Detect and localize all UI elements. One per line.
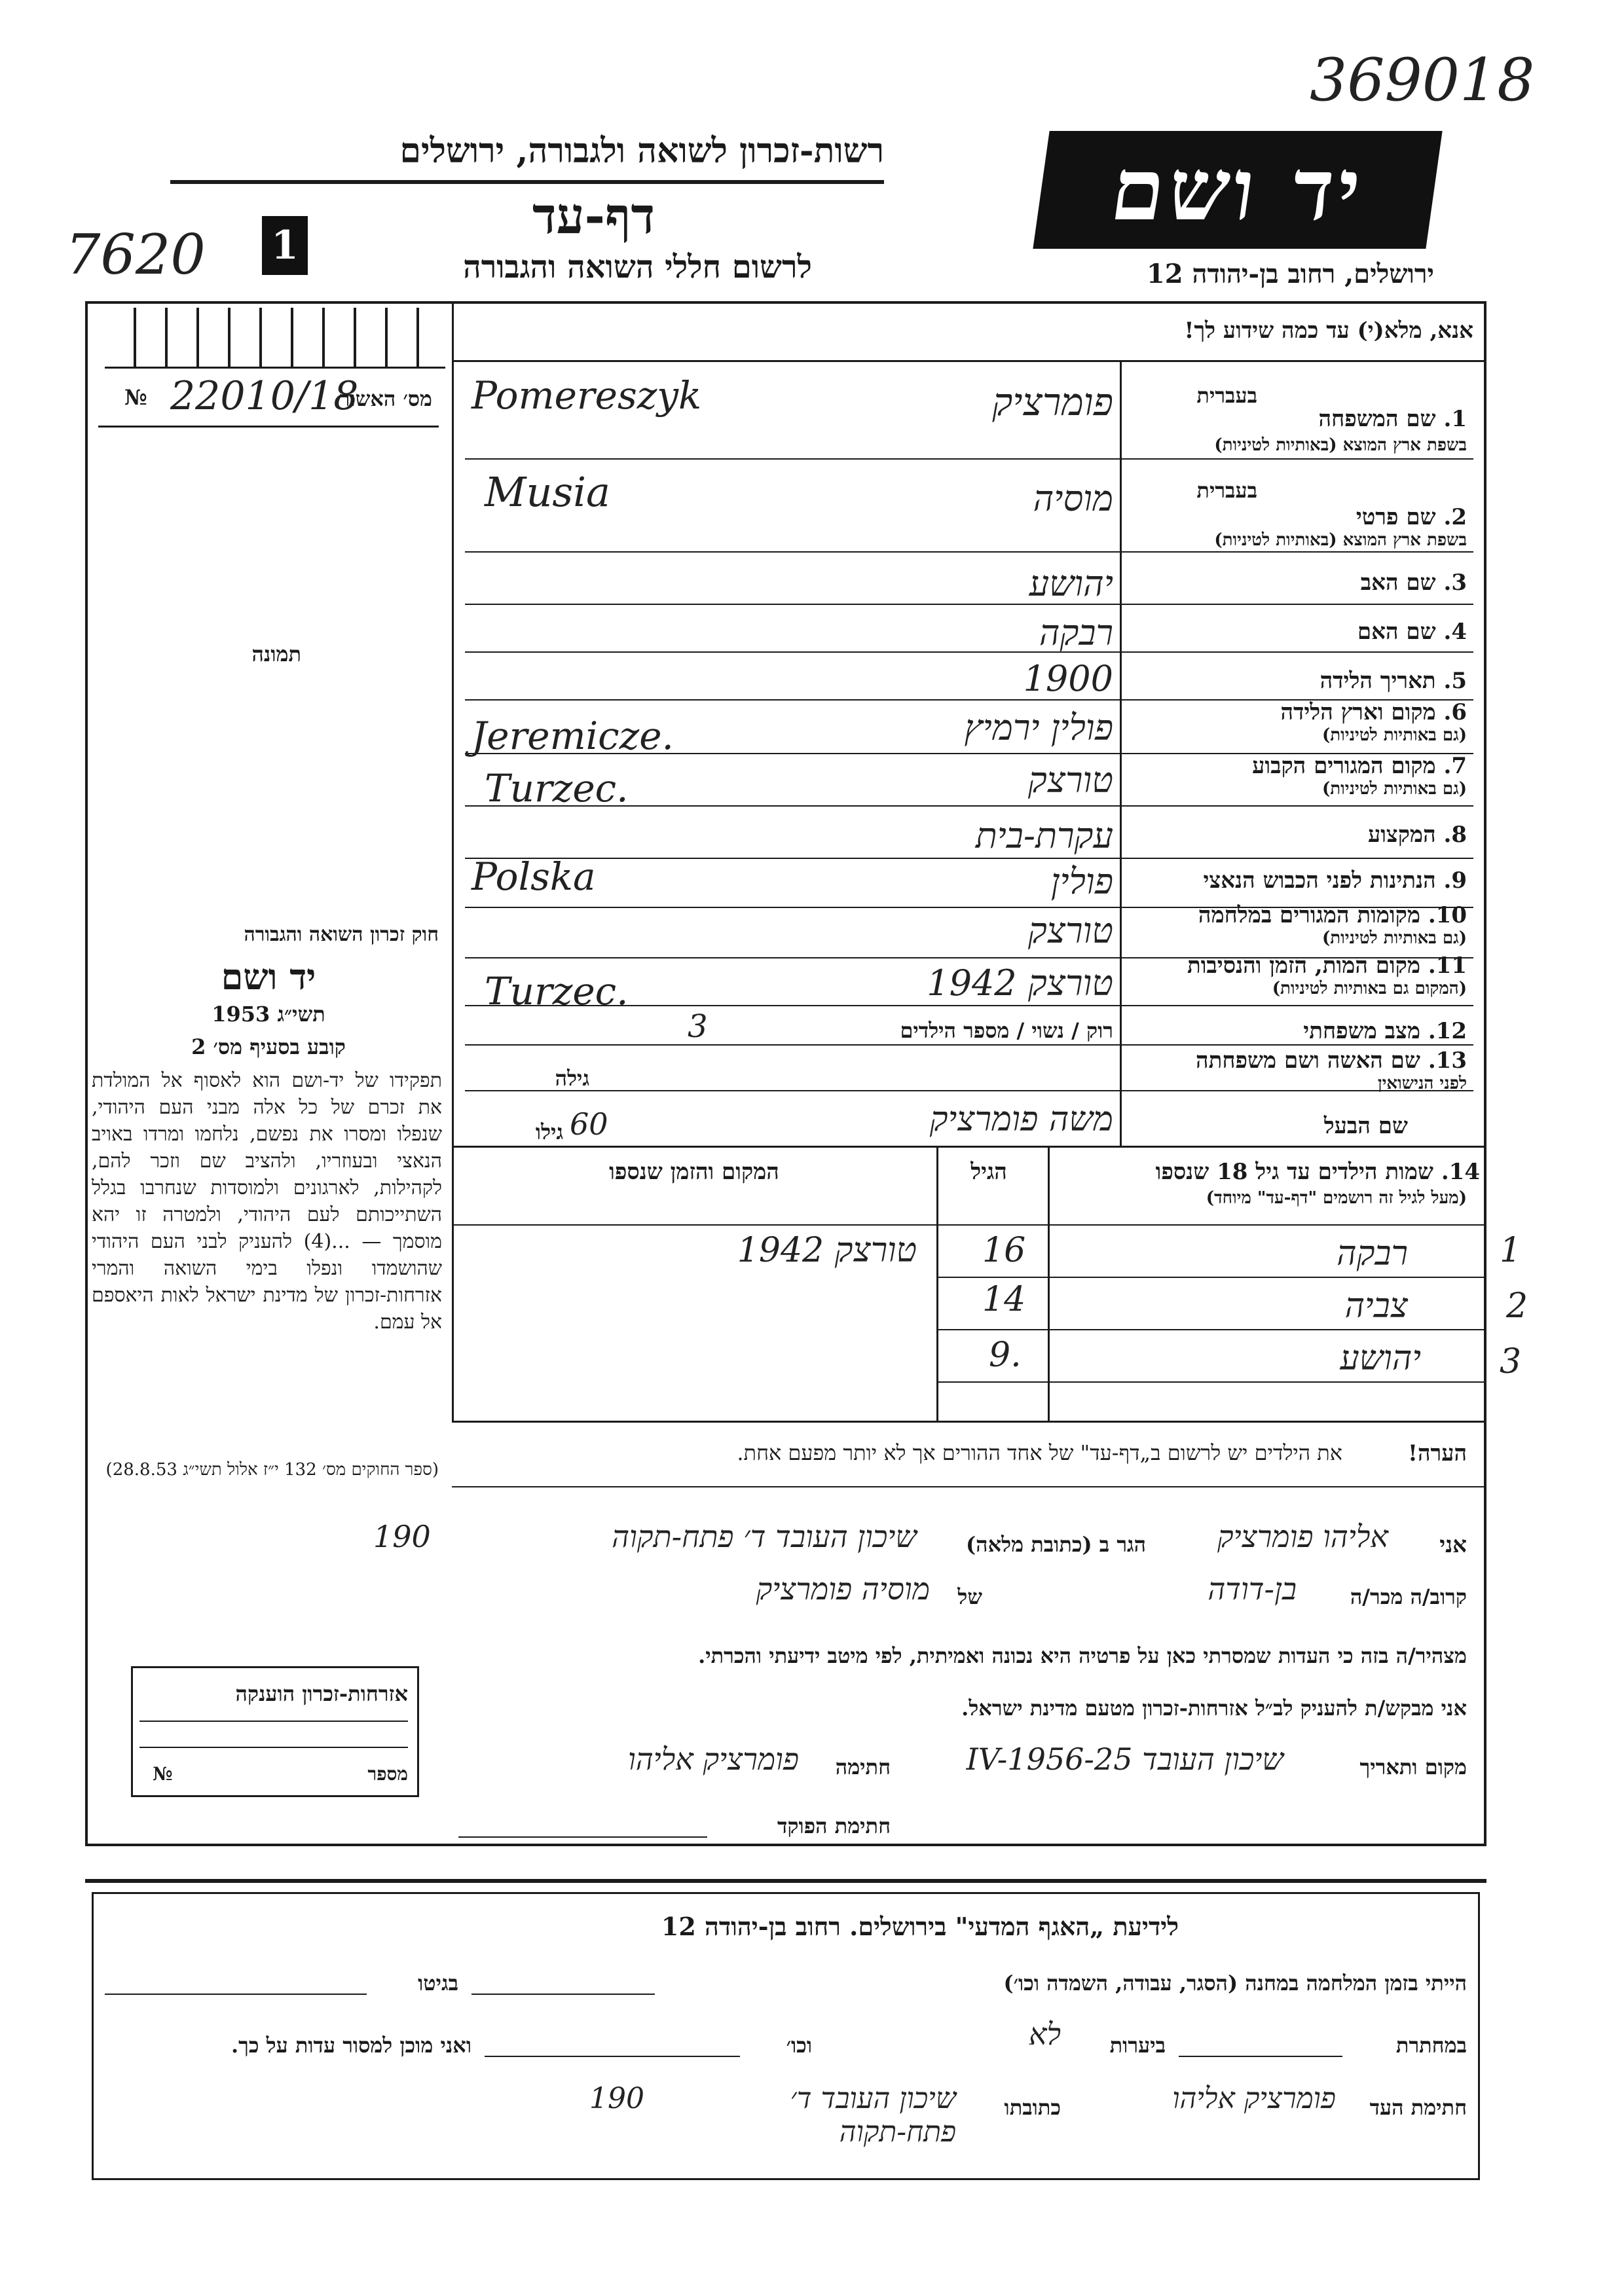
note-text: את הילדים יש לרשום ב„דף-עד" של אחד ההורים אך לא יותר מפעם אחת. xyxy=(737,1440,1342,1465)
field-2-num: 2. xyxy=(1443,504,1467,530)
field-2-hebrew[interactable]: מוסיה xyxy=(1033,478,1113,519)
field-1-tag: בעברית xyxy=(1196,383,1257,408)
footer-underground: במחתרת xyxy=(1395,2033,1467,2058)
handwritten-page-number: 7620 xyxy=(65,223,206,287)
row-sep xyxy=(465,551,1473,553)
children-heading xyxy=(1061,1159,1480,1185)
field-4-name: שם האם xyxy=(1357,619,1436,645)
footer-divider xyxy=(85,1879,1486,1883)
note-label: הערה! xyxy=(1408,1440,1467,1467)
footer-blank xyxy=(485,2056,740,2057)
field-10-label xyxy=(1133,902,1467,928)
field-5-num: 5. xyxy=(1443,668,1467,694)
field-6-hebrew[interactable]: פולין ירמיץ xyxy=(964,707,1113,748)
citizenship-line xyxy=(139,1721,408,1722)
field-13-sub: לפני הנישואין xyxy=(1377,1074,1467,1093)
field-1-label xyxy=(1133,406,1467,432)
decl-relation[interactable]: בן-דודה xyxy=(1208,1571,1297,1607)
field-11-label xyxy=(1133,953,1467,979)
approval-prefix: № xyxy=(124,385,147,410)
footer-title: לידיעת „האגף המדעי" בירושלים. רחוב בן-יהודה 12 xyxy=(661,1912,1179,1941)
approval-row xyxy=(98,373,439,428)
decl-signature[interactable]: פומרציק אליהו xyxy=(627,1741,799,1777)
field-3-label xyxy=(1133,570,1467,596)
citizenship-line xyxy=(139,1747,408,1748)
footer-ready: ואני מוכן למסור עדות על כך. xyxy=(231,2033,471,2058)
field-13-label xyxy=(1133,1048,1467,1074)
footer-witness-label: חתימת העד xyxy=(1369,2095,1467,2120)
child-3-margin-number: 3 xyxy=(1500,1342,1522,1381)
field-1-hebrew[interactable]: פומרציק xyxy=(992,380,1113,424)
child-2-name[interactable]: צביה xyxy=(1344,1286,1408,1326)
law-body: תפקידו של יד-ושם הוא לאסוף אל המולדת את זכרם של כל אלה מבני העם היהודי, שנפלו ומסרו את נפשם, נלחמו ומרדו באויב הנאצי ובעוזריו, ולהציב שם וזכר להם, לקהילות, לארגונים ולמוסדות שנחרבו בגלל השתייכותם לעם היהודי, ולמטרה זו יהא מוסמך — ...(4) להעניק לבני העם היהודי שהושמדו ונפלו בימי השואה והמרי אזרחות-זכרון של מדינת ישראל לאות היאספם אל עמם. xyxy=(92,1069,442,1334)
institution-underline xyxy=(170,180,884,184)
field-1-num: 1. xyxy=(1443,406,1467,432)
field-3-num: 3. xyxy=(1443,570,1467,596)
field-5-name: תאריך הלידה xyxy=(1320,668,1436,694)
stamp-ticks xyxy=(105,308,445,369)
field-6-name: מקום וארץ הלידה xyxy=(1280,699,1436,725)
field-2-label xyxy=(1133,504,1467,530)
field-11-sub: (המקום גם באותיות לטיניות) xyxy=(1272,979,1467,998)
decl-officer-label: חתימת הפוקד xyxy=(777,1813,891,1838)
archive-number: 369018 xyxy=(1310,46,1535,115)
field-8-value[interactable]: עקרת-בית xyxy=(975,815,1113,856)
officer-line xyxy=(458,1836,707,1838)
footer-address-label: כתובתו xyxy=(1004,2095,1061,2120)
field-2-sub: בשפת ארץ המוצא (באותיות לטיניות) xyxy=(1214,530,1467,550)
children-header-bottom xyxy=(452,1224,1486,1226)
field-7-sub: (גם באותיות לטיניות) xyxy=(1321,779,1467,799)
child-3-name[interactable]: יהושע xyxy=(1340,1339,1421,1378)
citizenship-box xyxy=(131,1666,419,1797)
footer-address[interactable]: שיכון העובד ד׳ פתח-תקוה xyxy=(790,2082,956,2149)
field-5-value[interactable]: 1900 xyxy=(1023,658,1113,699)
husband-age[interactable]: 60 xyxy=(570,1106,608,1142)
citizenship-title: אזרחות-זכרון הוענקה xyxy=(235,1681,408,1706)
footer-blank xyxy=(471,1994,655,1995)
decl-place-date-label: מקום ותאריך xyxy=(1359,1755,1467,1779)
decl-statement: מצהיר/ה בזה כי העדות שמסרתי כאן על פרטיה היא נכונה ואמיתית, לפי מיטב ידיעתי והכרתי. xyxy=(698,1643,1467,1668)
husband-label: שם הבעל xyxy=(1323,1113,1408,1139)
decl-name[interactable]: אליהו פומרציק xyxy=(1217,1519,1388,1554)
children-row-sep xyxy=(936,1329,1486,1330)
approval-value: 22010/18 xyxy=(170,373,359,419)
children-bottom xyxy=(452,1421,1486,1423)
footer-forests-value[interactable]: לא xyxy=(1028,2016,1061,2052)
child-1-name[interactable]: רבקה xyxy=(1337,1234,1408,1273)
field-4-label xyxy=(1133,619,1467,645)
field-6-latin[interactable]: Jeremicze. xyxy=(471,714,674,758)
children-count[interactable]: 3 xyxy=(688,1008,708,1045)
approval-label: מס׳ האשור xyxy=(339,386,432,411)
form-title: דף-עד xyxy=(532,187,655,245)
row-sep xyxy=(465,458,1473,460)
field-1-sub: בשפת ארץ המוצא (באותיות לטיניות) xyxy=(1214,435,1467,455)
citizenship-number-label: מספר xyxy=(367,1763,408,1785)
child-1-age[interactable]: 16 xyxy=(982,1231,1026,1270)
field-2-latin[interactable]: Musia xyxy=(485,468,611,516)
field-3-name: שם האב xyxy=(1360,570,1436,596)
law-title: חוק זכרון השואה והגבורה xyxy=(244,923,439,946)
footer-blank xyxy=(105,1994,367,1995)
field-7-hebrew[interactable]: טורצק xyxy=(1027,759,1113,801)
citizenship-number-prefix: № xyxy=(153,1763,173,1785)
field-13-num: 13. xyxy=(1428,1048,1467,1074)
field-11-name: מקום המות, הזמן והנסיבות xyxy=(1187,953,1420,979)
field-10-sub: (גם באותיות לטיניות) xyxy=(1321,928,1467,948)
note-bottom xyxy=(452,1486,1486,1487)
field-8-label xyxy=(1133,822,1467,848)
footer-house-no[interactable]: 190 xyxy=(589,2082,644,2115)
children-row-sep xyxy=(936,1277,1486,1278)
child-1-margin-number: 1 xyxy=(1500,1231,1522,1270)
field-4-value[interactable]: רבקה xyxy=(1039,612,1113,653)
field-7-name: מקום המגורים הקבוע xyxy=(1252,753,1436,779)
field-2-name: שם פרטי xyxy=(1356,504,1436,530)
header-address: ירושלים, רחוב בן-יהודה 12 xyxy=(1146,259,1434,289)
row-sep xyxy=(465,858,1473,859)
decl-of-label: של xyxy=(957,1584,982,1609)
field-9-name: הנתינות לפני הכבוש הנאצי xyxy=(1203,867,1436,894)
field-9-hebrew[interactable]: פולין xyxy=(1050,861,1113,902)
field-4-num: 4. xyxy=(1443,619,1467,645)
child-2-age[interactable]: 14 xyxy=(982,1280,1026,1319)
field-6-label xyxy=(1133,699,1467,725)
decl-house-no[interactable]: 190 xyxy=(373,1519,431,1554)
decl-residing-label: הגר ב (כתובת מלאה) xyxy=(966,1532,1146,1557)
field-5-label xyxy=(1133,668,1467,694)
field-9-label xyxy=(1133,867,1467,894)
field-12-num: 12. xyxy=(1428,1018,1467,1044)
children-top xyxy=(452,1146,1486,1148)
field-2-tag: בעברית xyxy=(1196,478,1257,503)
field-11-latin[interactable]: Turzec. xyxy=(485,969,629,1013)
children-age-header: הגיל xyxy=(970,1159,1007,1185)
field-6-sub: (גם באותיות לטיניות) xyxy=(1321,725,1467,745)
footer-etc: וכו׳ xyxy=(786,2033,812,2058)
child-3-age[interactable]: 9. xyxy=(989,1336,1022,1375)
husband-age-label: גילו xyxy=(535,1120,563,1144)
form-subtitle: לרשום חללי השואה והגבורה xyxy=(463,249,812,285)
photo-label: תמונה xyxy=(251,642,301,666)
institution-name: רשות-זכרון לשואה ולגבורה, ירושלים xyxy=(399,131,884,171)
decl-relative-label: קרוב/ה מכר/ה xyxy=(1350,1584,1467,1609)
field-7-num: 7. xyxy=(1443,753,1467,779)
child-1-place[interactable]: טורצק 1942 xyxy=(737,1231,917,1270)
children-row-sep xyxy=(936,1381,1486,1383)
row-sep xyxy=(465,1044,1473,1046)
decl-place-date[interactable]: שיכון העובד 25-IV-1956 xyxy=(966,1741,1283,1777)
yad-vashem-logo xyxy=(1033,131,1442,249)
field-8-name: המקצוע xyxy=(1367,822,1436,848)
child-2-margin-number: 2 xyxy=(1506,1286,1528,1326)
field-12-name: מצב משפחתי xyxy=(1303,1018,1420,1044)
law-name: יד ושם xyxy=(221,956,316,998)
children-place-header: המקום והזמן שנספו xyxy=(609,1159,779,1185)
children-heading-text: שמות הילדים עד גיל 18 שנספו xyxy=(1155,1159,1433,1185)
field-8-num: 8. xyxy=(1443,822,1467,848)
field-10-num: 10. xyxy=(1428,902,1467,928)
law-section: קובע בסעיף מס׳ 2 xyxy=(191,1034,346,1059)
wife-age-label: גילה xyxy=(555,1066,589,1091)
decl-ani: אני xyxy=(1439,1532,1467,1558)
logo-text: יד ושם xyxy=(1105,139,1371,240)
field-6-num: 6. xyxy=(1443,699,1467,725)
footer-line1: הייתי בזמן המלחמה במחנה (הסגר, עבודה, השמדה וכו׳) xyxy=(1003,1971,1467,1995)
decl-request: אני מבקש/ת להעניק לב״ל אזרחות-זכרון מטעם מדינת ישראל. xyxy=(961,1696,1467,1721)
footer-witness-sig[interactable]: פומרציק אליהו xyxy=(1172,2082,1336,2115)
field-10-name: מקומות המגורים במלחמה xyxy=(1198,902,1420,928)
field-3-value[interactable]: יהושע xyxy=(1029,563,1113,604)
field-11-num: 11. xyxy=(1428,953,1467,979)
field-7-label xyxy=(1133,753,1467,779)
field-7-latin[interactable]: Turzec. xyxy=(485,766,629,811)
children-heading-num: 14. xyxy=(1441,1159,1480,1185)
decl-address[interactable]: שיכון העובד ד׳ פתח-תקוה xyxy=(612,1519,917,1554)
footer-forests: ביערות xyxy=(1109,2033,1166,2058)
field-9-num: 9. xyxy=(1443,867,1467,894)
field-11-hebrew[interactable]: טורצק 1942 xyxy=(927,962,1113,1004)
marital-options: רוק / נשוי / מספר הילדים xyxy=(900,1018,1113,1043)
field-10-value[interactable]: טורצק xyxy=(1027,910,1113,951)
children-heading-note: (מעל לגיל זה רושמים "דף-עד" מיוחד) xyxy=(1206,1188,1467,1208)
field-1-name: שם המשפחה xyxy=(1318,406,1436,432)
law-source: (ספר החוקים מס׳ 132 י״ז אלול תשי״ג 28.8.53) xyxy=(105,1460,439,1480)
field-13-name: שם האשה ושם משפחתה xyxy=(1196,1048,1420,1074)
law-year: תשי״ג 1953 xyxy=(212,1002,325,1027)
field-12-label xyxy=(1133,1018,1467,1044)
field-1-latin[interactable]: Pomereszyk xyxy=(471,373,702,418)
husband-name[interactable]: משה פומרציק xyxy=(929,1100,1113,1139)
field-9-latin[interactable]: Polska xyxy=(471,854,596,899)
footer-blank xyxy=(1179,2056,1342,2057)
page-stamp: 1 xyxy=(262,216,308,275)
footer-ghetto: בגיטו xyxy=(418,1971,458,1995)
children-col-2 xyxy=(936,1146,938,1421)
decl-of-name[interactable]: מוסיה פומרציק xyxy=(756,1571,930,1607)
decl-signature-label: חתימה xyxy=(835,1755,891,1779)
instruction: אנא, מלא(י) עד כמה שידוע לך! xyxy=(1184,318,1473,344)
children-col-1 xyxy=(1048,1146,1050,1421)
